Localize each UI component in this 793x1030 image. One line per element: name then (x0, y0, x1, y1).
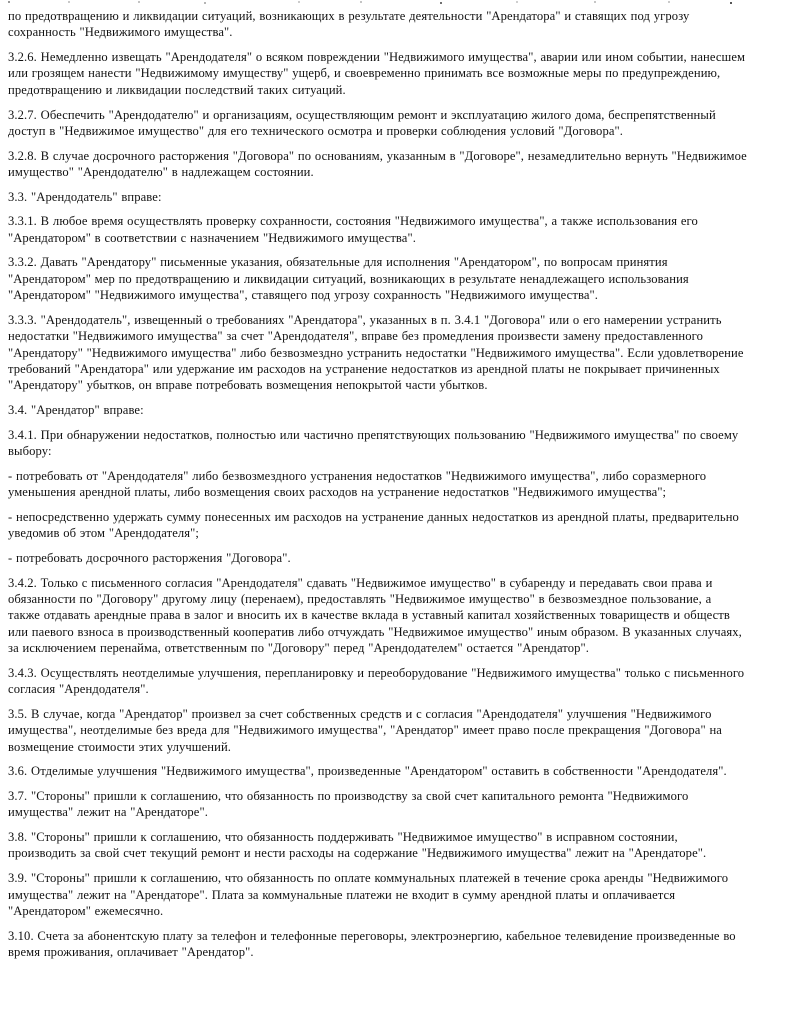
clipped-text-remnant (8, 1, 10, 3)
paragraph-p-3-3: 3.3. "Арендодатель" вправе: (8, 189, 162, 204)
paragraph-p-3-10: 3.10. Счета за абонентскую плату за телефон и телефонные переговоры, электроэнергию, кабельное телевидение произведенные во время проживания, оплачивает "Арендатор". (8, 928, 736, 959)
paragraph-p-3-4-1-bullet-2: - непосредственно удержать сумму понесенных им расходов на устранение данных недостатков из арендной платы, предварительно уведомив об этом "Арендодателя"; (8, 509, 739, 541)
paragraph-p-3-3-1: 3.3.1. В любое время осуществлять проверку сохранности, состояния "Недвижимого имущества", а также использования его "Арендатором" в соответствии с назначением "Недвижимого имущества". (8, 214, 698, 245)
paragraph-p-3-2-5-continuation: по предотвращению и ликвидации ситуаций, возникающих в результате деятельности "Арендатора" и ставящих под угрозу сохранность "Недвижимого имущества". (8, 9, 690, 40)
paragraph-p-3-6: 3.6. Отделимые улучшения "Недвижимого имущества", произведенные "Арендатором" оставить в собственности "Арендодателя". (8, 764, 727, 779)
clipped-top-line-artifact (8, 0, 747, 5)
paragraph-p-3-4-1-bullet-3: - потребовать досрочного расторжения "Договора". (8, 550, 291, 565)
document-body (8, 8, 747, 960)
paragraph-p-3-4-1-bullet-1: - потребовать от "Арендодателя" либо безвозмездного устранения недостатков "Недвижимого имущества", либо соразмерного уменьшения арендной платы, либо возмещения своих расходов на устранение недостатков "Недвижимого имущества"; (8, 468, 707, 500)
paragraph-p-3-7: 3.7. "Стороны" пришли к соглашению, что обязанность по производству за свой счет капитального ремонта "Недвижимого имущества" лежит на "Арендаторе". (8, 789, 689, 820)
paragraph-p-3-5: 3.5. В случае, когда "Арендатор" произвел за счет собственных средств и с согласия "Арендодателя" улучшения "Недвижимого имущества", неотделимые без вреда для "Недвижимого имущества", "Арендатор" имеет право после прекращения "Договора" на возмещение стоимости этих улучшений. (8, 706, 722, 754)
paragraph-p-3-4-1: 3.4.1. При обнаружении недостатков, полностью или частично препятствующих пользованию "Недвижимого имущества" по своему выбору: (8, 427, 739, 459)
paragraph-p-3-3-3: 3.3.3. "Арендодатель", извещенный о требованиях "Арендатора", указанных в п. 3.4.1 "Договора" или о его намерении устранить недостатки "Недвижимого имущества" за счет "Арендодателя", вправе без промедления произвести замену предоставленного "Арендатору" "Недвижимого имущества" либо безвозмездно устранить недостатки "Недвижимого имущества". Если удовлетворение требований "Арендатора" или удержание им расходов на устранение недостатков из арендной платы не покрывает причиненных "Арендатору" убытков, он вправе потребовать возмещения непокрытой части убытков. (8, 312, 744, 393)
paragraph-p-3-2-6: 3.2.6. Немедленно извещать "Арендодателя" о всяком повреждении "Недвижимого имущества", аварии или ином событии, нанесшем или грозящем нанести "Недвижимому имуществу" ущерб, и своевременно принимать все возможные меры по предупреждению, предотвращению и ликвидации последствий таких ситуаций. (8, 50, 746, 97)
paragraph-p-3-4-3: 3.4.3. Осуществлять неотделимые улучшения, перепланировку и переоборудование "Недвижимого имущества" только с письменного согласия "Арендодателя". (8, 665, 745, 697)
paragraph-p-3-4: 3.4. "Арендатор" вправе: (8, 403, 144, 417)
paragraph-p-3-2-7: 3.2.7. Обеспечить "Арендодателю" и организациям, осуществляющим ремонт и эксплуатацию жилого дома, беспрепятственный доступ в "Недвижимое имущество" для его технического осмотра и проверки соблюдения условий "Договора". (8, 107, 716, 138)
paragraph-p-3-3-2: 3.3.2. Давать "Арендатору" письменные указания, обязательные для исполнения "Арендатором", по вопросам принятия "Арендатором" мер по предотвращению и ликвидации ситуаций, возникающих в результате ненадлежащего использования "Арендатором" "Недвижимого имущества", ставящего под угрозу сохранность "Недвижимого имущества". (8, 255, 689, 303)
paragraph-p-3-4-2: 3.4.2. Только с письменного согласия "Арендодателя" сдавать "Недвижимое имущество" в субаренду и передавать свои права и обязанности по "Договору" другому лицу (перенаем), предоставлять "Недвижимое имущество" в безвозмездное пользование, а также отдавать арендные права в залог и вносить их в качестве вклада в уставный капитал хозяйственных товариществ и обществ или паевого взноса в производственный кооператив либо отчуждать "Недвижимое имущество" иным образом. В указанных случаях, за исключением перенайма, ответственным по "Договору" перед "Арендодателем" остается "Арендатор". (8, 575, 742, 656)
paragraph-p-3-9: 3.9. "Стороны" пришли к соглашению, что обязанность по оплате коммунальных платежей в течение срока аренды "Недвижимого имущества" лежит на "Арендаторе". Плата за коммунальные платежи не входит в сумму арендной платы и оплачивается "Арендатором" ежемесячно. (8, 871, 729, 918)
paragraph-p-3-8: 3.8. "Стороны" пришли к соглашению, что обязанность поддерживать "Недвижимое имущество" в исправном состоянии, производить за свой счет текущий ремонт и нести расходы на содержание "Недвижимого имущества" лежит на "Арендаторе". (8, 830, 707, 861)
paragraph-p-3-2-8: 3.2.8. В случае досрочного расторжения "Договора" по основаниям, указанным в "Договоре", незамедлительно вернуть "Недвижимое имущество" "Арендодателю" в надлежащем состоянии. (8, 148, 747, 179)
